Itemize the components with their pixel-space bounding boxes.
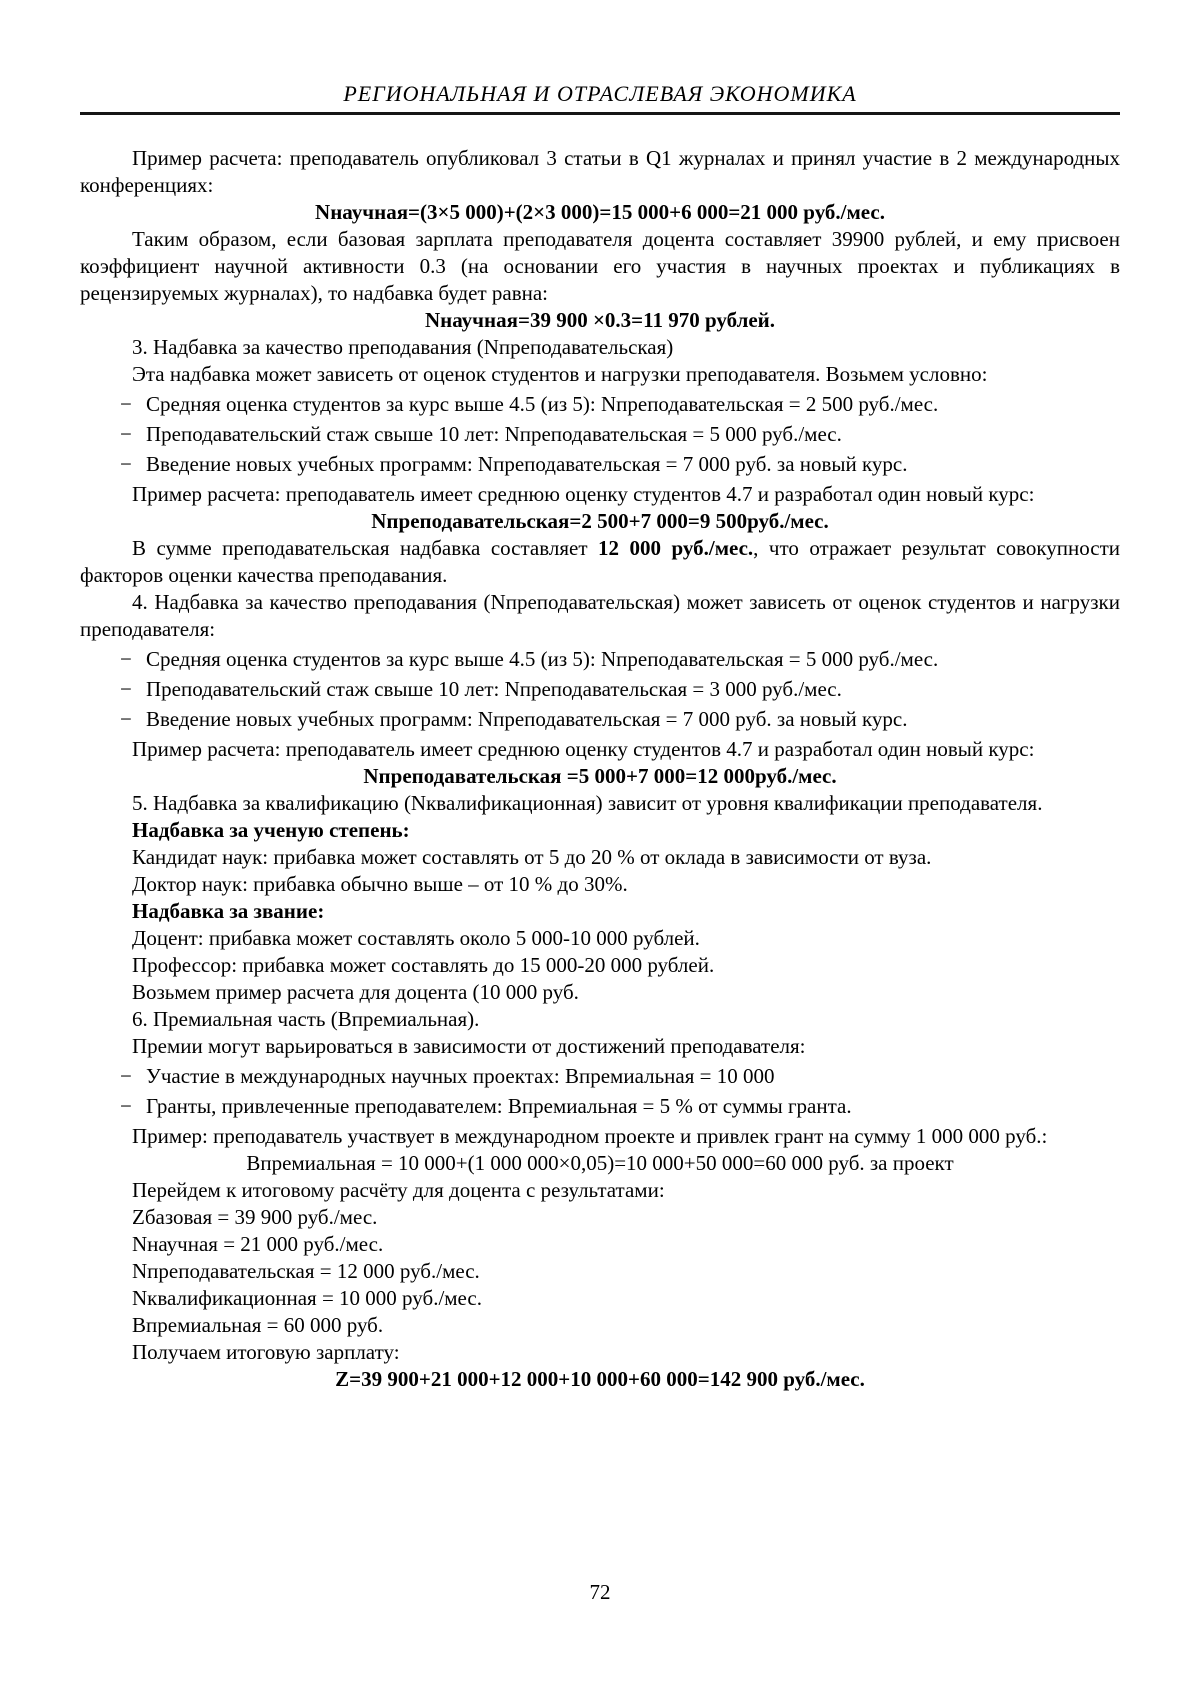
paragraph-professor: Профессор: прибавка может составлять до 15 000-20 000 рублей. — [132, 953, 715, 977]
bullet-dash-icon: − — [120, 452, 132, 476]
paragraph-doctor: Доктор наук: прибавка обычно выше – от 10 % до 30%. — [132, 872, 628, 896]
list-item-text: Преподавательский стаж свыше 10 лет: Nпреподавательская = 3 000 руб./мес. — [146, 677, 842, 701]
subheading-degree-bonus: Надбавка за ученую степень: — [132, 818, 410, 842]
formula-science-sum: Nнаучная=(3×5 000)+(2×3 000)=15 000+6 000=21 000 руб./мес. — [315, 200, 885, 224]
section-3-heading: 3. Надбавка за качество преподавания (Nпреподавательская) — [132, 335, 674, 359]
bullet-dash-icon: − — [120, 677, 132, 701]
section-4-heading: 4. Надбавка за качество преподавания (Nпреподавательская) может зависеть от оценок студентов и нагрузки преподавателя: — [80, 590, 1120, 641]
bullet-dash-icon: − — [120, 707, 132, 731]
list-item — [120, 646, 1120, 673]
list-item — [120, 391, 1120, 418]
formula-bonus: Впремиальная = 10 000+(1 000 000×0,05)=10 000+50 000=60 000 руб. за проект — [246, 1151, 954, 1175]
page-body — [80, 145, 1120, 1393]
text-run: В сумме преподавательская надбавка составляет — [132, 536, 599, 560]
value-base-salary: Zбазовая = 39 900 руб./мес. — [132, 1205, 378, 1229]
paragraph-thus-base-salary: Таким образом, если базовая зарплата преподавателя доцента составляет 39900 рублей, и ему присвоен коэффициент научной активности 0.3 (на основании его участия в научных проектах и публикациях в рецензируемых журналах), то надбавка будет равна: — [80, 227, 1120, 305]
value-bonus: Впремиальная = 60 000 руб. — [132, 1313, 384, 1337]
formula-science-coefficient: Nнаучная=39 900 ×0.3=11 970 рублей. — [424, 308, 776, 332]
paragraph-example-science: Пример расчета: преподаватель опубликовал 3 статьи в Q1 журналах и принял участие в 2 международных конференциях: — [80, 146, 1120, 197]
value-teaching: Nпреподавательская = 12 000 руб./мес. — [132, 1259, 480, 1283]
paragraph-docent: Доцент: прибавка может составлять около 5 000-10 000 рублей. — [132, 926, 700, 950]
bullet-dash-icon: − — [120, 1064, 132, 1088]
list-item — [120, 1063, 1120, 1090]
list-item — [120, 451, 1120, 478]
paragraph-final-calc-intro: Перейдем к итоговому расчёту для доцента с результатами: — [132, 1178, 665, 1202]
header-rule — [80, 112, 1120, 115]
page-header — [80, 82, 1120, 115]
paragraph-bonus-intro: Премии могут варьироваться в зависимости от достижений преподавателя: — [132, 1034, 806, 1058]
text-run: , что отражает результат совокупности факторов оценки качества преподавания. — [80, 536, 1120, 587]
list-item-text: Средняя оценка студентов за курс выше 4.5 (из 5): Nпреподавательская = 5 000 руб./мес. — [146, 647, 939, 671]
list-item-text: Преподавательский стаж свыше 10 лет: Nпреподавательская = 5 000 руб./мес. — [146, 422, 842, 446]
paragraph-total-intro: Получаем итоговую зарплату: — [132, 1340, 400, 1364]
bullet-dash-icon: − — [120, 422, 132, 446]
list-item — [120, 421, 1120, 448]
paragraph-example-teaching-1: Пример расчета: преподаватель имеет среднюю оценку студентов 4.7 и разработал один новый курс: — [132, 482, 1035, 506]
subheading-title-bonus: Надбавка за звание: — [132, 899, 325, 923]
bold-text-run: 12 000 руб./мес. — [598, 536, 754, 560]
list-item-text: Введение новых учебных программ: Nпреподавательская = 7 000 руб. за новый курс. — [146, 452, 908, 476]
paragraph-candidate: Кандидат наук: прибавка может составлять от 5 до 20 % от оклада в зависимости от вуза. — [132, 845, 932, 869]
bullet-dash-icon: − — [120, 1094, 132, 1118]
value-qualification: Nквалификационная = 10 000 руб./мес. — [132, 1286, 482, 1310]
bullet-dash-icon: − — [120, 392, 132, 416]
bullet-dash-icon: − — [120, 647, 132, 671]
list-item-text: Введение новых учебных программ: Nпреподавательская = 7 000 руб. за новый курс. — [146, 707, 908, 731]
list-item — [120, 706, 1120, 733]
value-science: Nнаучная = 21 000 руб./мес. — [132, 1232, 384, 1256]
paragraph-docent-example: Возьмем пример расчета для доцента (10 000 руб. — [132, 980, 579, 1004]
paragraph-teaching-total — [80, 535, 1120, 589]
page-number: 72 — [589, 1580, 611, 1604]
formula-total-salary: Z=39 900+21 000+12 000+10 000+60 000=142 900 руб./мес. — [335, 1367, 865, 1391]
section-6-heading: 6. Премиальная часть (Впремиальная). — [132, 1007, 480, 1031]
formula-teaching-2: Nпреподавательская =5 000+7 000=12 000руб./мес. — [363, 764, 837, 788]
section-5-heading: 5. Надбавка за квалификацию (Nквалификационная) зависит от уровня квалификации преподавателя. — [132, 791, 1043, 815]
list-item-text: Гранты, привлеченные преподавателем: Впремиальная = 5 % от суммы гранта. — [146, 1094, 852, 1118]
list-item-text: Средняя оценка студентов за курс выше 4.5 (из 5): Nпреподавательская = 2 500 руб./мес. — [146, 392, 939, 416]
list-item — [120, 676, 1120, 703]
formula-teaching-1: Nпреподавательская=2 500+7 000=9 500руб./мес. — [371, 509, 829, 533]
list-item-text: Участие в международных научных проектах: Впремиальная = 10 000 — [146, 1064, 775, 1088]
running-head: РЕГИОНАЛЬНАЯ И ОТРАСЛЕВАЯ ЭКОНОМИКА — [343, 81, 857, 106]
paragraph-example-teaching-2: Пример расчета: преподаватель имеет среднюю оценку студентов 4.7 и разработал один новый курс: — [132, 737, 1035, 761]
paragraph-section-3-intro: Эта надбавка может зависеть от оценок студентов и нагрузки преподавателя. Возьмем условно: — [132, 362, 988, 386]
paragraph-grant-example: Пример: преподаватель участвует в международном проекте и привлек грант на сумму 1 000 000 руб.: — [132, 1124, 1048, 1148]
list-item — [120, 1093, 1120, 1120]
